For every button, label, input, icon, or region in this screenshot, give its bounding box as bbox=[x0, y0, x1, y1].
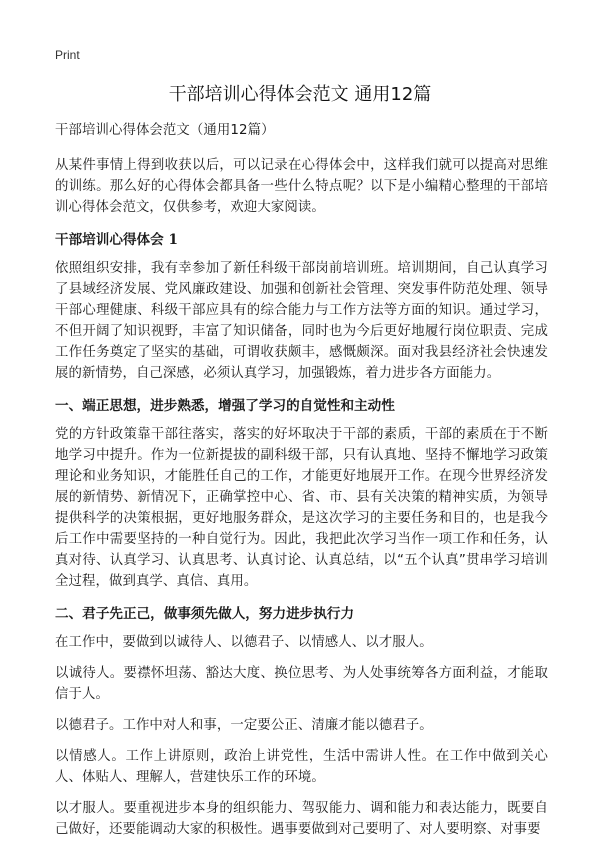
point-2-paragraph: 以德君子。工作中对人和事，一定要公正、清廉才能以德君子。 bbox=[55, 718, 433, 733]
point-2-paragraph: 以才服人。要重视进步本身的组织能力、驾驭能力、调和能力和表达能力，既要自己做好，还要能调动大家的积极性。遇事要做到对己要明了、对人要明察、对事要 bbox=[55, 801, 548, 837]
section-heading: 干部培训心得体会 1 bbox=[55, 232, 178, 248]
point-2-paragraph: 以诚待人。要襟怀坦荡、豁达大度、换位思考、为人处事统筹各方面利益，才能取信于人。 bbox=[55, 666, 548, 702]
intro-paragraph: 从某件事情上得到收获以后，可以记录在心得体会中，这样我们就可以提高对思维的训练。那么好的心得体会都具备一些什么特点呢？以下是小编精心整理的干部培训心得体会范文，仅供参考，欢迎大家阅读。 bbox=[55, 158, 548, 215]
print-link[interactable]: Print bbox=[55, 48, 80, 62]
article-body bbox=[55, 120, 548, 850]
point-heading-2: 二、君子先正己，做事须先做人，努力进步执行力 bbox=[55, 606, 355, 622]
point-2-paragraph: 以情感人。工作上讲原则，政治上讲党性，生活中需讲人性。在工作中做到关心人、体贴人、理解人，营建快乐工作的环境。 bbox=[55, 749, 548, 785]
point-heading-1: 一、端正思想，进步熟悉，增强了学习的自觉性和主动性 bbox=[55, 398, 395, 414]
section-paragraph: 依照组织安排，我有幸参加了新任科级干部岗前培训班。培训期间，自己认真学习了县域经济发展、党风廉政建设、加强和创新社会管理、突发事件防范处理、领导干部心理健康、科级干部应具有的综合能力与工作方法等方面的知识。通过学习，不但开阔了知识视野，丰富了知识储备，同时也为今后更好地履行岗位职责、完成工作任务奠定了坚实的基础，可谓收获颇丰，感慨颇深。面对我县经济社会快速发展的新情势，自己深感，必须认真学习，加强锻炼，着力进步各方面能力。 bbox=[55, 261, 548, 381]
point-2-paragraph: 在工作中，要做到以诚待人、以德君子、以情感人、以才服人。 bbox=[55, 635, 433, 650]
point-1-paragraph: 党的方针政策靠干部往落实，落实的好坏取决于干部的素质，干部的素质在于不断地学习中提升。作为一位新提拔的副科级干部，只有认真地、坚持不懈地学习政策理论和业务知识，才能胜任自己的工作，才能更好地展开工作。在现今世界经济发展的新情势、新情况下，正确掌控中心、省、市、县有关决策的精神实质，为领导提供科学的决策根据，更好地服务群众，是这次学习的主要任务和目的，也是我今后工作中需要坚持的一种自觉行为。因此，我把此次学习当作一项工作和任务，认真对待、认真学习、认真思考、认真讨论、认真总结，以“五个认真”贯串学习培训全过程，做到真学、真信、真用。 bbox=[55, 427, 548, 589]
article-subtitle: 干部培训心得体会范文（通用12篇） bbox=[55, 123, 275, 138]
page-title: 干部培训心得体会范文 通用12篇 bbox=[168, 84, 432, 105]
